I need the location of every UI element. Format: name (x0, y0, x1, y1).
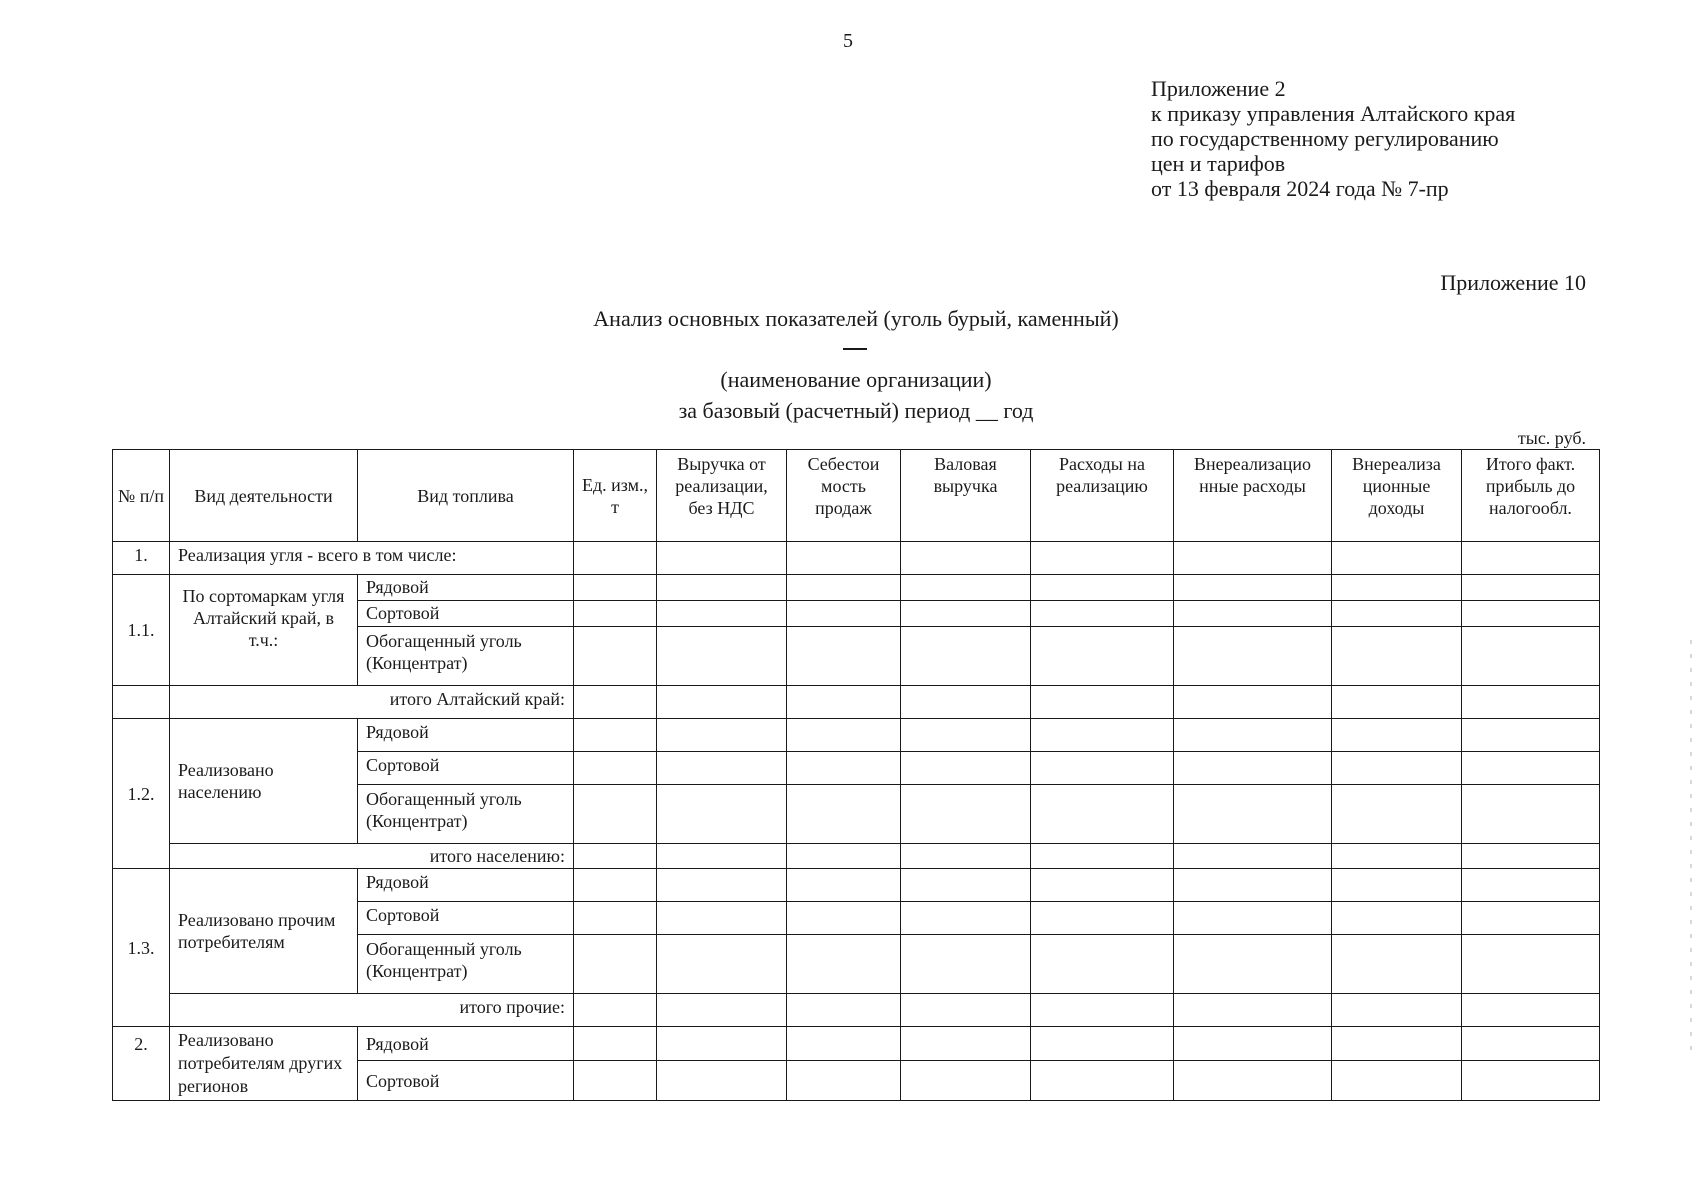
row-num: 1.3. (113, 869, 170, 1027)
row-num: 1.2. (113, 719, 170, 869)
header-nonoperating-income: Внереализа ционные доходы (1332, 450, 1462, 542)
header-unit: Ед. изм., т (574, 450, 657, 542)
header-nonoperating-expenses: Внереализацио нные расходы (1174, 450, 1332, 542)
appendix-line: цен и тарифов (1151, 151, 1286, 176)
organization-name-caption: (наименование организации) (720, 367, 992, 392)
table-row (113, 719, 1600, 752)
table-row-subtotal (113, 844, 1600, 869)
table-row (113, 575, 1600, 601)
activity-label: Реализовано потребителям других регионов (170, 1027, 358, 1101)
subtotal-label: итого Алтайский край: (170, 686, 574, 719)
fuel-type: Обогащенный уголь (Концентрат) (358, 935, 574, 994)
table-header-row (113, 450, 1600, 542)
header-cost: Себестои мость продаж (787, 450, 901, 542)
fuel-type: Сортовой (358, 902, 574, 935)
header-sales-expenses: Расходы на реализацию (1031, 450, 1174, 542)
fuel-type: Обогащенный уголь (Концентрат) (358, 785, 574, 844)
table-row (113, 869, 1600, 902)
appendix-line: от 13 февраля 2024 года № 7-пр (1151, 176, 1449, 201)
page-number: 5 (843, 30, 853, 52)
fuel-type: Сортовой (358, 601, 574, 627)
row-num: 1.1. (113, 575, 170, 686)
fuel-type: Рядовой (358, 719, 574, 752)
header-gross: Валовая выручка (901, 450, 1031, 542)
header-num: № п/п (113, 450, 170, 542)
fuel-type: Рядовой (358, 575, 574, 601)
table-row-section-1 (113, 542, 1600, 575)
appendix-reference (1151, 76, 1515, 201)
appendix-line: к приказу управления Алтайского края (1151, 101, 1516, 126)
row-num: 1. (113, 542, 170, 575)
header-revenue: Выручка от реализации, без НДС (657, 450, 787, 542)
table-row (113, 1027, 1600, 1061)
subtotal-label: итого прочие: (170, 994, 574, 1027)
units-label: тыс. руб. (1517, 428, 1586, 448)
fuel-type: Сортовой (358, 1061, 574, 1101)
activity-label: По сортомаркам угля Алтайский край, в т.ч.: (170, 575, 358, 686)
header-profit: Итого факт. прибыль до налогообл. (1462, 450, 1600, 542)
section-label: Реализация угля - всего в том числе: (170, 542, 574, 575)
subtotal-label: итого населению: (170, 844, 574, 869)
table-row-subtotal (113, 994, 1600, 1027)
table-row-subtotal (113, 686, 1600, 719)
fuel-type: Рядовой (358, 1027, 574, 1061)
activity-label: Реализовано населению (170, 719, 358, 844)
fuel-type: Рядовой (358, 869, 574, 902)
fuel-type: Сортовой (358, 752, 574, 785)
period-caption: за базовый (расчетный) период __ год (678, 398, 1034, 423)
document-title: Анализ основных показателей (уголь бурый, каменный) (593, 306, 1119, 331)
row-num: 2. (113, 1027, 170, 1101)
appendix-10-label: Приложение 10 (1440, 270, 1586, 295)
appendix-line: по государственному регулированию (1151, 126, 1499, 151)
appendix-line: Приложение 2 (1151, 76, 1286, 101)
indicators-table (112, 449, 1600, 1101)
header-fuel: Вид топлива (358, 450, 574, 542)
scan-edge-marks (1690, 640, 1692, 1060)
org-name-blank-line (843, 348, 867, 350)
activity-label: Реализовано прочим потребителям (170, 869, 358, 994)
fuel-type: Обогащенный уголь (Концентрат) (358, 627, 574, 686)
header-activity: Вид деятельности (170, 450, 358, 542)
